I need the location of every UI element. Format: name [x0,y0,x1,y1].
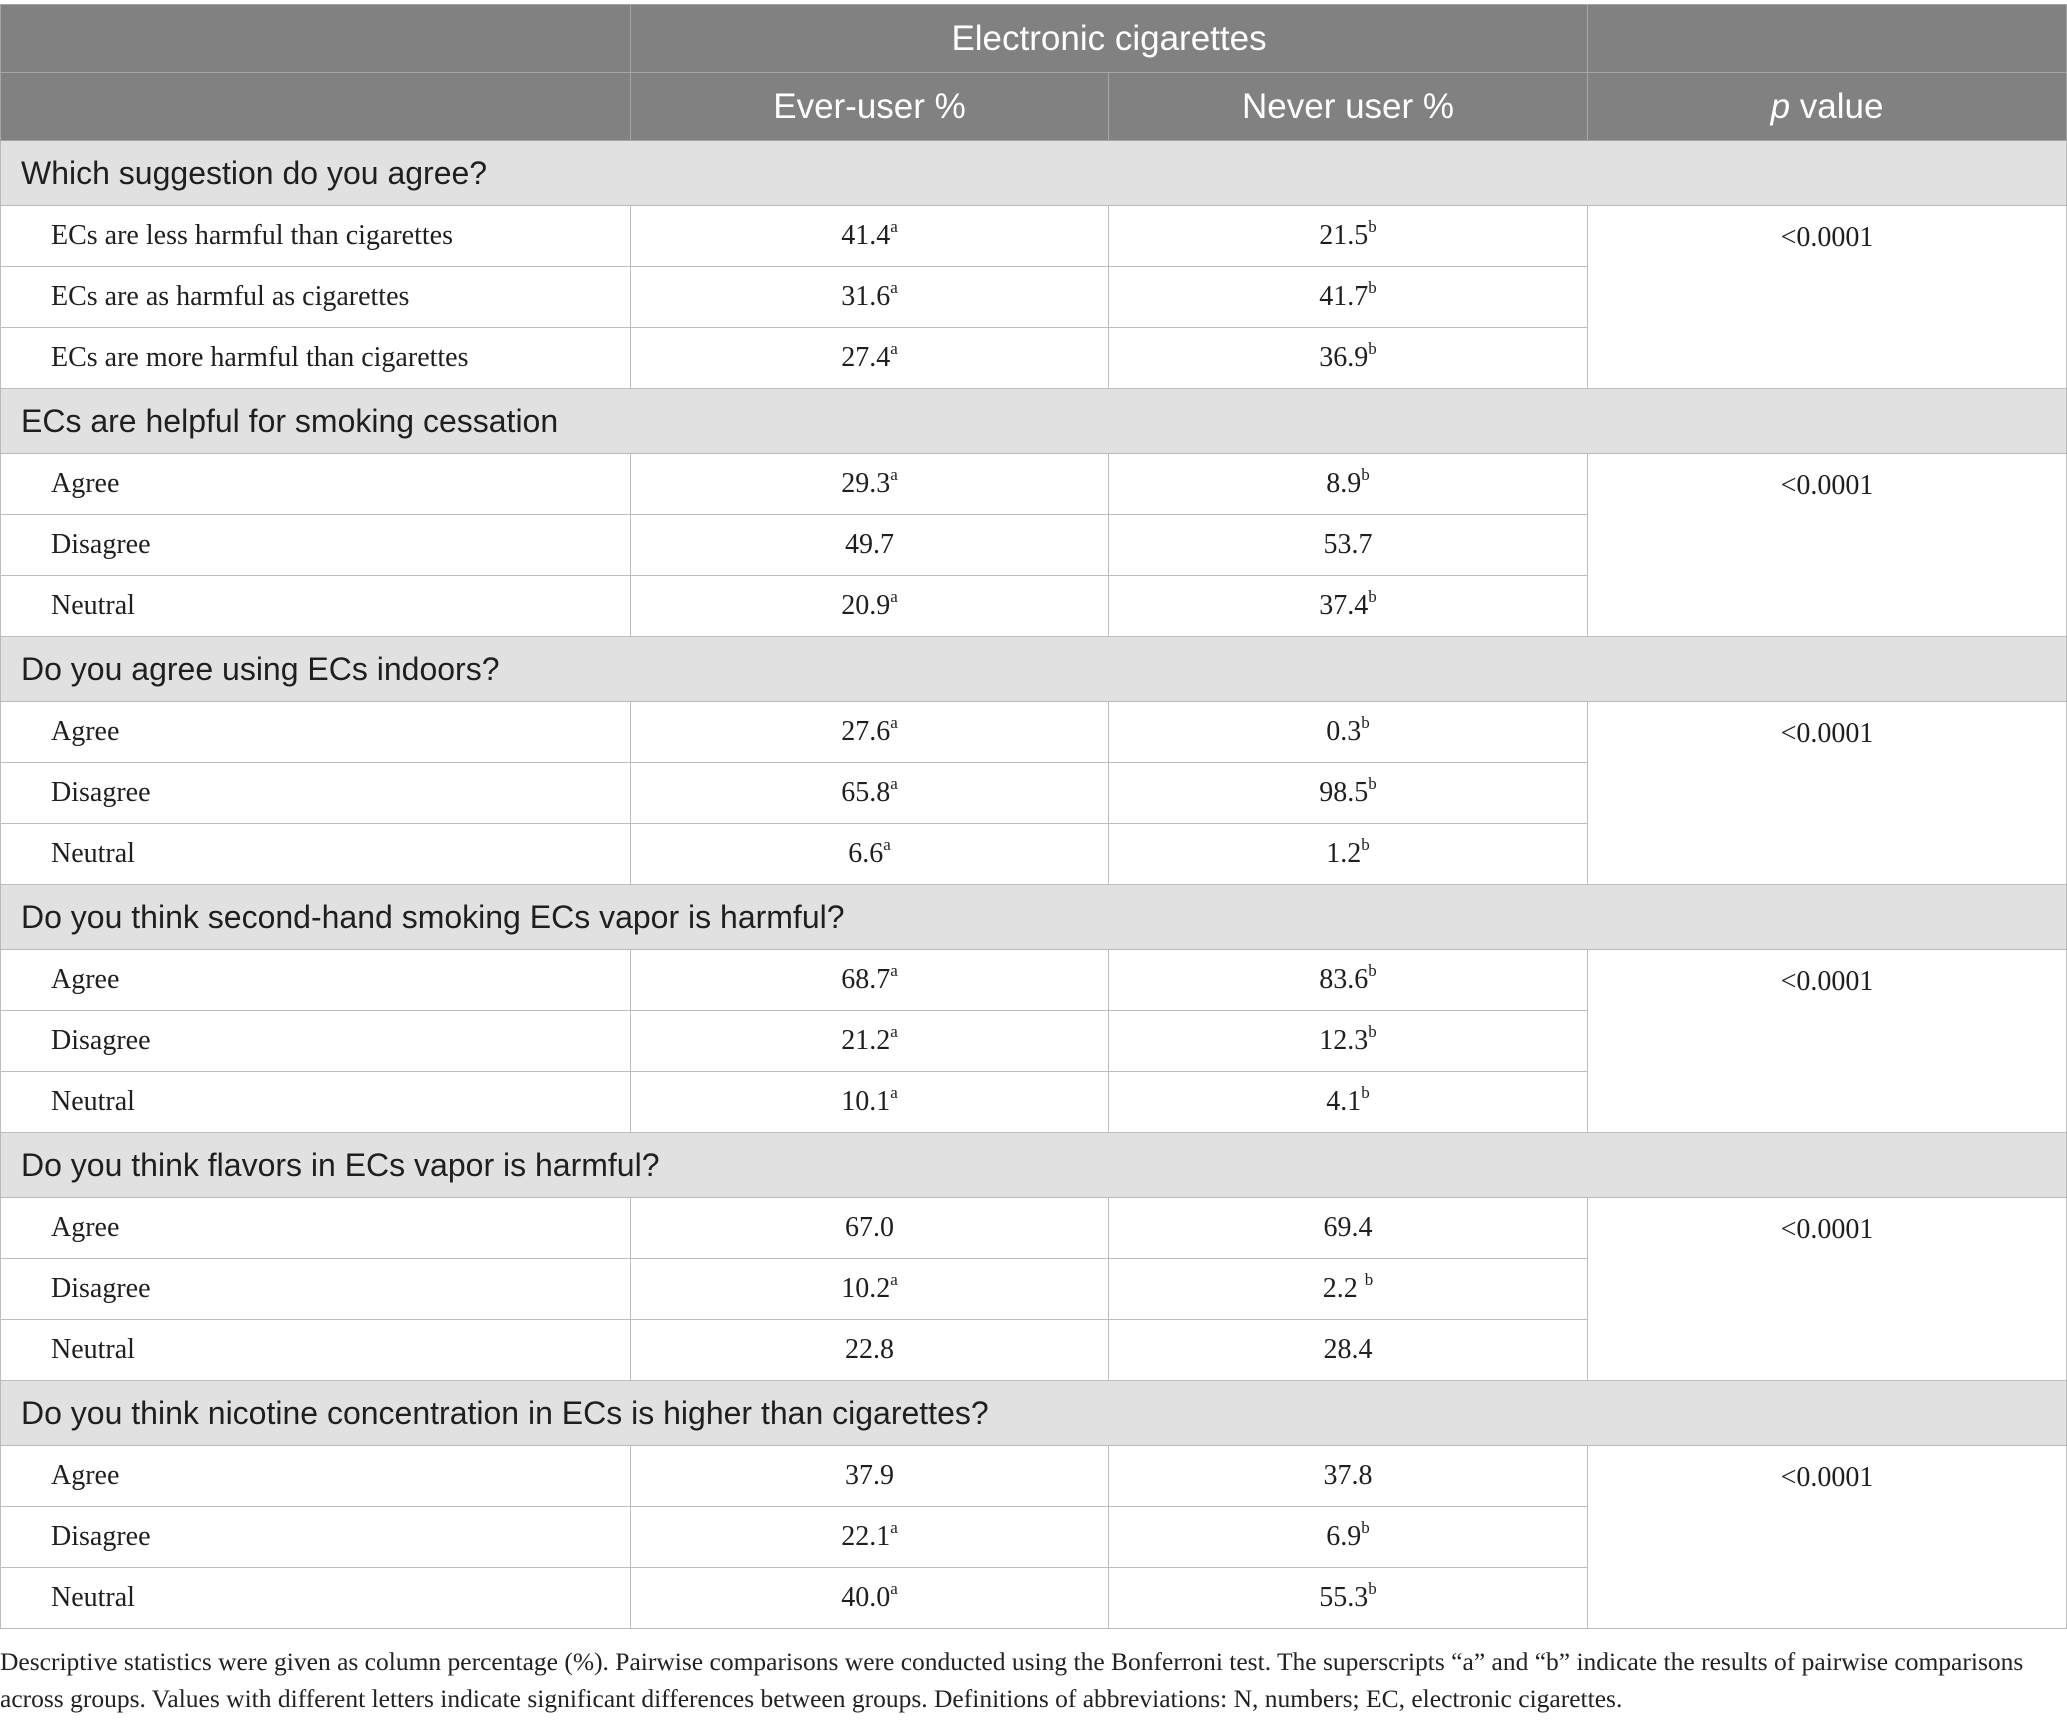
never-user-superscript: b [1364,1269,1374,1289]
row-label: ECs are as harmful as cigarettes [1,267,631,328]
row-label: Disagree [1,1259,631,1320]
ever-user-cell [631,1568,1109,1629]
ever-user-value: 41.4 [841,220,891,251]
never-user-cell [1109,1011,1588,1072]
ever-user-cell [631,702,1109,763]
row-label: Disagree [1,515,631,576]
row-label: Agree [1,1446,631,1507]
never-user-value: 1.2 [1326,838,1362,869]
table-row [1,702,2067,763]
ever-user-cell [631,267,1109,328]
never-user-value: 41.7 [1319,281,1369,312]
ever-user-value: 20.9 [841,590,891,621]
row-label: Agree [1,1198,631,1259]
ever-user-cell [631,1446,1109,1507]
p-value-cell: <0.0001 [1588,1446,2067,1629]
never-user-superscript: b [1368,960,1377,980]
ever-user-cell [631,328,1109,389]
never-user-cell [1109,1568,1588,1629]
table-row [1,454,2067,515]
never-user-superscript: b [1368,586,1377,606]
section-header-row [1,1381,2067,1446]
ever-user-superscript: a [890,277,898,297]
p-value-cell: <0.0001 [1588,206,2067,389]
p-value-header-text: value [1790,86,1884,126]
ever-user-value: 21.2 [841,1025,891,1056]
ever-user-cell [631,763,1109,824]
row-label: ECs are less harmful than cigarettes [1,206,631,267]
never-user-value: 8.9 [1326,468,1362,499]
ever-user-value: 10.2 [841,1273,891,1304]
ever-user-value: 10.1 [841,1086,891,1117]
never-user-value: 12.3 [1319,1025,1369,1056]
ever-user-value: 29.3 [841,468,891,499]
ever-user-value: 27.4 [841,342,891,373]
ever-user-cell [631,515,1109,576]
ever-user-superscript: a [890,712,898,732]
group-header: Electronic cigarettes [631,5,1588,73]
p-value-cell: <0.0001 [1588,1198,2067,1381]
section-title: Do you think second-hand smoking ECs vapor is harmful? [1,885,2067,950]
header-row-columns [1,73,2067,141]
never-user-value: 83.6 [1319,964,1369,995]
never-user-cell [1109,1198,1588,1259]
footnote: Descriptive statistics were given as column percentage (%). Pairwise comparisons were conducted using the Bonferroni test. The superscripts “a” and “b” indicate the results of pairwise comparisons across groups. Values with different letters indicate significant differences between groups. Definitions of abbreviations: N, numbers; EC, electronic cigarettes. [0,1647,2024,1713]
never-user-cell [1109,763,1588,824]
never-user-superscript: b [1368,1578,1377,1598]
table-row [1,1198,2067,1259]
section-title: Do you think nicotine concentration in ECs is higher than cigarettes? [1,1381,2067,1446]
row-label: Disagree [1,763,631,824]
section-header-row [1,1133,2067,1198]
never-user-value: 6.9 [1326,1521,1362,1552]
table-body [1,141,2067,1629]
never-user-value: 98.5 [1319,777,1369,808]
never-user-header: Never user % [1109,73,1588,141]
never-user-superscript: b [1361,834,1370,854]
ever-user-cell [631,950,1109,1011]
ever-user-superscript: a [890,773,898,793]
ever-user-superscript: a [890,1269,898,1289]
ever-user-header: Ever-user % [631,73,1109,141]
never-user-superscript: b [1368,216,1377,236]
section-title: Which suggestion do you agree? [1,141,2067,206]
never-user-value: 37.8 [1323,1460,1373,1491]
ever-user-value: 6.6 [848,838,884,869]
row-label: Agree [1,950,631,1011]
ever-user-superscript: a [890,1517,898,1537]
never-user-cell [1109,1259,1588,1320]
ever-user-cell [631,1198,1109,1259]
row-label: Neutral [1,576,631,637]
p-value-cell: <0.0001 [1588,454,2067,637]
ever-user-superscript: a [890,586,898,606]
never-user-superscript: b [1361,712,1370,732]
section-header-row [1,637,2067,702]
never-user-value: 37.4 [1319,590,1369,621]
ever-user-superscript: a [890,960,898,980]
ever-user-cell [631,1507,1109,1568]
never-user-superscript: b [1368,338,1377,358]
ever-user-value: 22.1 [841,1521,891,1552]
p-value-cell: <0.0001 [1588,950,2067,1133]
ever-user-value: 67.0 [845,1212,894,1243]
never-user-value: 55.3 [1319,1582,1369,1613]
ever-user-superscript: a [890,1021,898,1041]
table-row [1,1446,2067,1507]
never-user-superscript: b [1361,464,1370,484]
never-user-value: 21.5 [1319,220,1369,251]
ever-user-cell [631,1320,1109,1381]
never-user-cell [1109,328,1588,389]
p-value-cell: <0.0001 [1588,702,2067,885]
ever-user-value: 40.0 [841,1582,891,1613]
ever-user-value: 27.6 [841,716,891,747]
header-empty-cell [1588,5,2067,73]
never-user-cell [1109,576,1588,637]
section-header-row [1,141,2067,206]
never-user-superscript: b [1361,1517,1370,1537]
row-label: Agree [1,702,631,763]
section-title: Do you think flavors in ECs vapor is harmful? [1,1133,2067,1198]
row-label: Neutral [1,1568,631,1629]
never-user-value: 69.4 [1323,1212,1373,1243]
never-user-superscript: b [1361,1082,1370,1102]
row-label: Agree [1,454,631,515]
ever-user-value: 65.8 [841,777,891,808]
p-symbol: p [1770,86,1791,126]
section-header-row [1,389,2067,454]
ever-user-cell [631,1259,1109,1320]
row-label: Neutral [1,1072,631,1133]
row-label: Neutral [1,824,631,885]
never-user-cell [1109,515,1588,576]
never-user-cell [1109,950,1588,1011]
row-label: Neutral [1,1320,631,1381]
ever-user-superscript: a [883,834,891,854]
never-user-value: 28.4 [1323,1334,1373,1365]
ever-user-superscript: a [890,216,898,236]
never-user-value: 0.3 [1326,716,1362,747]
table-row [1,950,2067,1011]
ever-user-cell [631,576,1109,637]
never-user-cell [1109,454,1588,515]
ever-user-value: 68.7 [841,964,891,995]
never-user-value: 4.1 [1326,1086,1362,1117]
never-user-cell [1109,702,1588,763]
row-label: Disagree [1,1507,631,1568]
never-user-superscript: b [1368,1021,1377,1041]
never-user-cell [1109,1072,1588,1133]
section-title: Do you agree using ECs indoors? [1,637,2067,702]
never-user-cell [1109,1320,1588,1381]
ever-user-cell [631,1011,1109,1072]
row-label: Disagree [1,1011,631,1072]
table-row [1,206,2067,267]
results-table [0,4,2067,1629]
ever-user-superscript: a [890,1082,898,1102]
never-user-value: 53.7 [1323,529,1373,560]
ever-user-cell [631,454,1109,515]
section-title: ECs are helpful for smoking cessation [1,389,2067,454]
ever-user-superscript: a [890,1578,898,1598]
ever-user-value: 37.9 [845,1460,894,1491]
never-user-superscript: b [1368,277,1377,297]
ever-user-cell [631,1072,1109,1133]
header-empty-cell [1,5,631,73]
ever-user-superscript: a [890,338,898,358]
header-empty-cell [1,73,631,141]
ever-user-value: 49.7 [845,529,894,560]
never-user-cell [1109,824,1588,885]
ever-user-superscript: a [890,464,898,484]
p-value-header [1588,73,2067,141]
never-user-cell [1109,1446,1588,1507]
never-user-cell [1109,267,1588,328]
header-row-group [1,5,2067,73]
row-label: ECs are more harmful than cigarettes [1,328,631,389]
ever-user-cell [631,206,1109,267]
never-user-value: 2.2 [1322,1273,1365,1304]
section-header-row [1,885,2067,950]
ever-user-cell [631,824,1109,885]
never-user-cell [1109,1507,1588,1568]
never-user-cell [1109,206,1588,267]
never-user-value: 36.9 [1319,342,1369,373]
ever-user-value: 22.8 [845,1334,894,1365]
ever-user-value: 31.6 [841,281,891,312]
never-user-superscript: b [1368,773,1377,793]
